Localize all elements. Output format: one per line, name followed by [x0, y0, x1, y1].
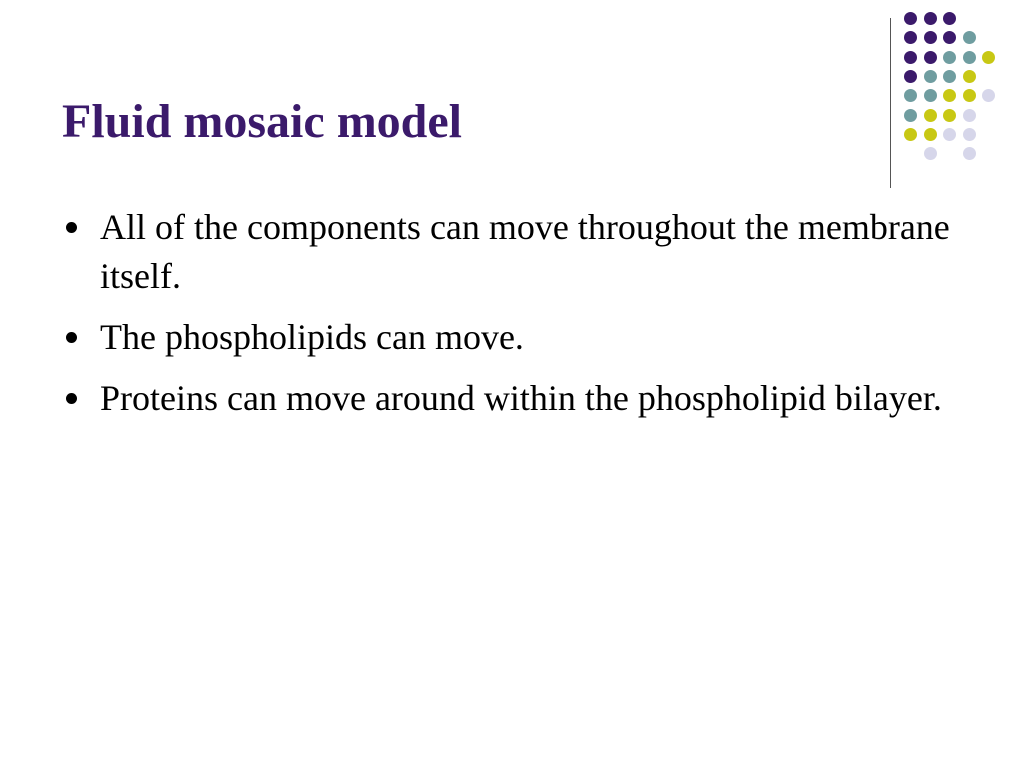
bullet-item: [64, 374, 974, 423]
decorative-dot: [924, 147, 937, 160]
decorative-dot: [904, 109, 917, 122]
decorative-dot: [943, 31, 956, 44]
decorative-dot: [924, 31, 937, 44]
decorative-dot: [963, 51, 976, 64]
bullet-item: [64, 313, 974, 362]
decorative-dot: [943, 51, 956, 64]
decorative-dot: [982, 51, 995, 64]
decorative-dot: [904, 70, 917, 83]
decorative-dot: [963, 31, 976, 44]
title-divider-line: [890, 18, 891, 188]
bullet-list: [64, 203, 974, 435]
bullet-text: All of the components can move throughout the membrane itself.: [100, 207, 950, 296]
decorative-dot: [943, 70, 956, 83]
decorative-dot: [924, 109, 937, 122]
decorative-dot: [904, 51, 917, 64]
decorative-dot: [904, 31, 917, 44]
decorative-dot: [904, 128, 917, 141]
decorative-dot: [943, 12, 956, 25]
decorative-dot: [943, 109, 956, 122]
bullet-dot-icon: [66, 332, 77, 343]
bullet-dot-icon: [66, 222, 77, 233]
slide-title: Fluid mosaic model: [62, 95, 463, 148]
decorative-dot-grid: [904, 12, 1014, 168]
decorative-dot: [904, 12, 917, 25]
decorative-dot: [943, 128, 956, 141]
decorative-dot: [963, 109, 976, 122]
decorative-dot: [924, 70, 937, 83]
decorative-dot: [904, 89, 917, 102]
decorative-dot: [963, 70, 976, 83]
bullet-dot-icon: [66, 393, 77, 404]
bullet-item: [64, 203, 974, 301]
decorative-dot: [963, 89, 976, 102]
decorative-dot: [943, 89, 956, 102]
decorative-dot: [924, 51, 937, 64]
bullet-text: The phospholipids can move.: [100, 317, 524, 357]
decorative-dot: [963, 147, 976, 160]
decorative-dot: [924, 89, 937, 102]
decorative-dot: [924, 128, 937, 141]
decorative-dot: [982, 89, 995, 102]
decorative-dot: [963, 128, 976, 141]
decorative-dot: [924, 12, 937, 25]
bullet-text: Proteins can move around within the phospholipid bilayer.: [100, 378, 942, 418]
